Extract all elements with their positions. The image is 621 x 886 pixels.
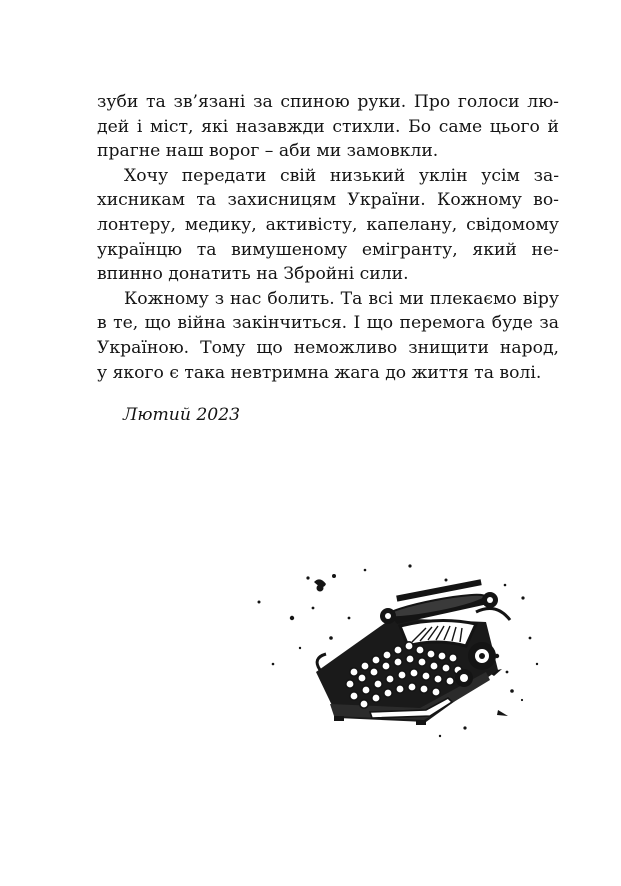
- typewriter-icon: [250, 560, 540, 740]
- text-line: у якого є така невтримна жага до життя та волі.: [97, 362, 542, 383]
- text-line: хисникам та захисницям України. Кожному во-: [97, 190, 559, 211]
- date-signature: Лютий 2023: [123, 405, 241, 425]
- text-line: в те, що війна закінчиться. І що перемога буде за: [97, 313, 559, 334]
- text-line: прагне наш ворог – аби ми замовкли.: [97, 141, 439, 162]
- text-line: Україною. Тому що неможливо знищити народ,: [97, 337, 559, 358]
- text-line: лонтеру, медику, активісту, капелану, свідомому: [97, 214, 559, 235]
- paragraph-start-line: Кожному з нас болить. Та всі ми плекаємо віру: [124, 288, 559, 309]
- paragraph-start-line: Хочу передати свій низький уклін усім за-: [124, 165, 559, 186]
- body-text: [97, 90, 559, 385]
- text-line: впинно донатить на Збройні сили.: [97, 264, 409, 285]
- text-line: зуби та зв’язані за спиною руки. Про голоси лю-: [97, 92, 559, 112]
- text-line: дей і міст, які назавжди стихли. Бо саме цього й: [97, 116, 559, 137]
- text-line: українцю та вимушеному емігранту, який не-: [97, 239, 559, 260]
